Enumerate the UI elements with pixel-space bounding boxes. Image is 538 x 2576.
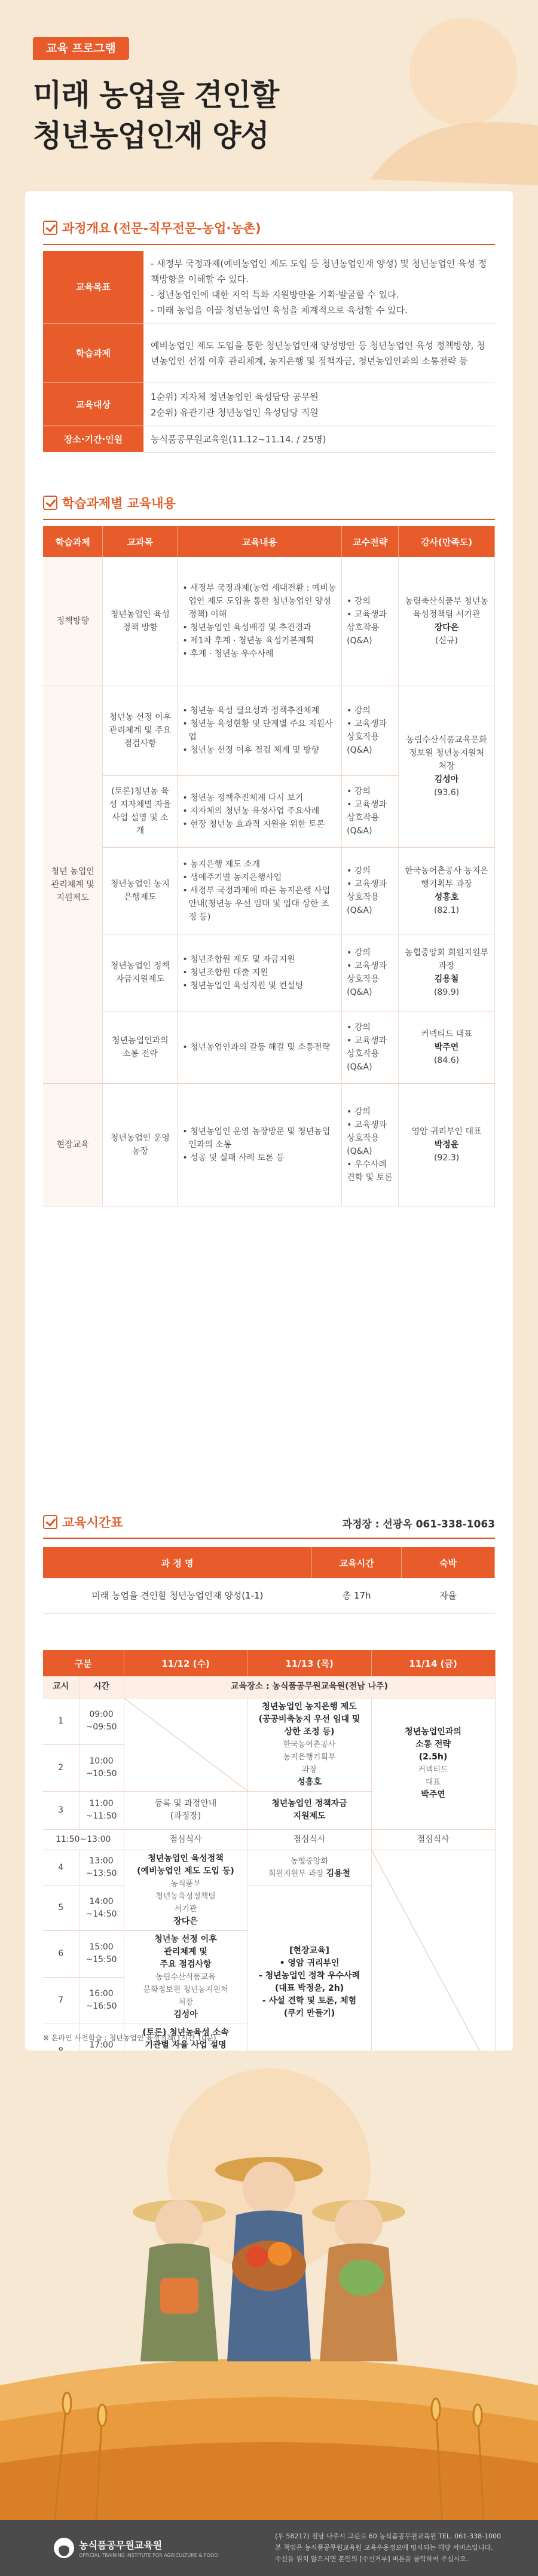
org-name [79, 2538, 218, 2558]
period-time: 15:00 ~15:50 [79, 1930, 124, 1977]
timetable [43, 1650, 496, 2080]
content-card [25, 191, 513, 2051]
list-item: • 청년조합원 제도 및 자금지원 [182, 953, 337, 966]
farmers-illustration [0, 2051, 538, 2529]
instructor-score: (82.1) [433, 905, 460, 915]
method-cell [342, 557, 399, 686]
overview-table [43, 251, 495, 453]
content-cell [178, 1083, 342, 1206]
task-cell: 현장교육 [43, 1083, 103, 1206]
course-name: 미래 농업을 견인할 청년농업인재 양성(1-1) [43, 1578, 312, 1613]
course-hours: 총 17h [312, 1578, 402, 1613]
slot-org: 커넥티드 대표 [418, 1765, 448, 1787]
day-header: 11/12 (수) [124, 1650, 247, 1676]
instructor-name: 박정윤 [434, 1139, 459, 1150]
table-row [43, 426, 495, 453]
schedule-title: 교육시간표 [62, 1515, 123, 1530]
overview-divider [43, 244, 495, 245]
table-row [43, 1676, 495, 1698]
content-cell [178, 934, 342, 1012]
content-cell [178, 1012, 342, 1083]
footnote: ※ 온라인 사전학습 : 청년농업인 육성정책(1시간 10분) [43, 2034, 216, 2042]
slot-instructor: 성홍호 [297, 1777, 322, 1787]
table-row [43, 1083, 495, 1206]
column-header: 과 정 명 [43, 1547, 312, 1578]
instructor-score: (92.3) [433, 1153, 460, 1163]
slot-title: 청년농업인 육성정책 (예비농업인 제도 도입 등) [137, 1853, 234, 1876]
page-title [33, 75, 368, 156]
subject-cell: 청년농 선정 이후 관리체계 및 주요 점검사항 [103, 686, 178, 775]
instructor-cell [399, 1012, 495, 1083]
period-no: 6 [43, 1930, 79, 1977]
footer [0, 2520, 538, 2576]
list-item: • 교육생과 상호작용(Q&A) [347, 608, 393, 647]
table-row [43, 251, 495, 323]
slot-org: 농협중앙회 회원지원부 과장 [268, 1857, 328, 1878]
check-icon [43, 1515, 57, 1529]
instructor-cell [399, 686, 495, 847]
list-item: • 교육생과 상호작용(Q&A) [347, 878, 393, 917]
column-header: 교육시간 [312, 1547, 402, 1578]
list-item: • 지자체의 청년농 육성사업 주요사례 [182, 805, 337, 818]
table-row [43, 1850, 495, 1886]
method-cell [342, 1012, 399, 1083]
list-item: • 청년농업인 육성지원 및 컨설팅 [182, 979, 337, 992]
slot-instructor: 김성아 [173, 2009, 198, 2019]
instructor-cell [399, 934, 495, 1012]
period-no: 4 [43, 1850, 79, 1886]
overview-title: 과정개요 [62, 221, 111, 236]
slot-org: 농림수산식품교육 문화정보원 청년농지원처 처장 [143, 1972, 228, 2007]
address-line: (우 58217) 전남 나주시 그린로 60 농식품공무원교육원 TEL. 061-338-1000 [275, 2532, 502, 2540]
row-value [143, 251, 495, 323]
schedule-slot [124, 1850, 247, 1930]
lunch-time: 11:50~13:00 [43, 1829, 124, 1850]
table-header-row [43, 526, 495, 557]
content-cell [178, 775, 342, 847]
period-time: 14:00 ~14:50 [79, 1886, 124, 1930]
subject-cell: 청년농업인 농지은행제도 [103, 847, 178, 934]
slot-title: (토론) 청년농육성 소속 기관별 자율 사업 설명 [142, 2027, 229, 2050]
period-no: 7 [43, 1977, 79, 2024]
period-time: 13:00 ~13:50 [79, 1850, 124, 1886]
instructor-cell [399, 557, 495, 686]
period-time: 10:00 ~10:50 [79, 1744, 124, 1791]
table-row [43, 383, 495, 426]
method-cell [342, 934, 399, 1012]
summary-table [43, 1547, 495, 1614]
task-cell: 청년 농업인 관리체계 및 지원제도 [43, 686, 103, 1083]
list-item: • 교육생과 상호작용(Q&A) [347, 1119, 393, 1158]
list-item: • 청년농 정책추진체계 다시 보기 [182, 792, 337, 805]
instructor-org: 커넥티드 대표 [421, 1029, 472, 1039]
table-header-row [43, 1650, 495, 1676]
subject-cell: 청년농업인 육성 정책 방향 [103, 557, 178, 686]
table-row [43, 686, 495, 775]
table-row [43, 847, 495, 934]
list-item: - 청년농업인에 대한 지역 특화 지원방안을 기획·발굴할 수 있다. [151, 287, 488, 302]
day-header: 11/13 (목) [247, 1650, 371, 1676]
list-item: • 현장 청년농 효과적 지원을 위한 토론 [182, 818, 337, 831]
row-key: 교육대상 [43, 383, 143, 426]
overview-heading [43, 218, 261, 237]
table-row [43, 1829, 495, 1850]
empty-slot [371, 1850, 495, 2079]
table-row [43, 934, 495, 1012]
period-time: 17:00 [79, 2024, 124, 2079]
method-cell [342, 686, 399, 775]
list-item: • 강의 [347, 946, 393, 959]
list-item: • 청년조합원 대출 지원 [182, 966, 337, 979]
instructor-score: (신규) [435, 636, 458, 646]
schedule-slot [371, 1698, 495, 1829]
list-item: • 새정부 국정과제에 따른 농지은행 사업안내(청년농 우선 임대 및 임대 상한 조정 등) [182, 884, 337, 924]
task-cell: 정책방향 [43, 557, 103, 686]
slot-title: 청년농업인 농지은행 제도 (공공비축농지 우선 임대 및 상한 조정 등) [258, 1701, 360, 1737]
list-item: • 강의 [347, 595, 393, 608]
course-lodging: 자율 [402, 1578, 495, 1613]
table-row [43, 1698, 495, 1744]
row-value: 농식품공무원교육원(11.12~11.14. / 25명) [143, 426, 495, 453]
footer-note: 수신을 원치 않으시면 본인의 [수신거부] 버튼을 클릭하여 주십시오. [275, 2555, 469, 2563]
org-name-en: OFFICIAL TRAINING INSTITUTE FOR AGRICULTURE & FOOD [79, 2553, 218, 2558]
method-cell [342, 847, 399, 934]
list-item: • 강의 [347, 785, 393, 798]
schedule-slot [124, 1930, 247, 2024]
subject-cell: 청년농업인 운영농장 [103, 1083, 178, 1206]
column-header: 교육내용 [178, 526, 342, 557]
schedule-slot [247, 1698, 371, 1791]
period-header: 교시 [43, 1676, 79, 1698]
slot-instructor: 장다은 [173, 1916, 198, 1926]
list-item: • 생애주기별 농지은행사업 [182, 871, 337, 884]
list-item: • 청년농 육성 필요성과 정책추진체계 [182, 704, 337, 717]
slot-title: 청년농 선정 이후 관리체계 및 주요 점검사항 [154, 1934, 217, 1969]
row-value: 예비농업인 제도 도입을 통한 청년농업인재 양성방안 등 청년농업인 육성 정책방향, 청년농업인 선정 이후 관리체계, 농지은행 및 정책자금, 청년농업인과의 소통전략 등 [143, 323, 495, 383]
instructor-score: (89.9) [433, 988, 460, 997]
table-row [43, 1012, 495, 1083]
list-item: • 강의 [347, 1105, 393, 1119]
subject-cell: 청년농업인과의 소통 전략 [103, 1012, 178, 1083]
list-item: • 청년농 선정 이후 점검 체계 및 방향 [182, 744, 337, 757]
slot-org: 한국농어촌공사 농지은행기획부 과장 [283, 1740, 336, 1774]
instructor-org: 농림수산식품교육문화정보원 청년농지원처 처장 [406, 735, 487, 771]
period-time: 09:00 ~09:50 [79, 1698, 124, 1744]
list-item: • 새정부 국정과제(농업 세대전환 : 예비농업인 제도 도입을 통한 청년농업인 양성 정책) 이해 [182, 582, 337, 621]
lunch-slot: 점심식사 [247, 1829, 371, 1850]
list-item: • 교육생과 상호작용(Q&A) [347, 717, 393, 757]
check-icon [43, 221, 57, 235]
empty-slot [124, 1698, 247, 1791]
row-key: 학습과제 [43, 323, 143, 383]
curriculum-heading [43, 493, 176, 512]
instructor-org: 농림축산식품부 청년농육성정책팀 서기관 [405, 597, 488, 620]
period-no: 3 [43, 1791, 79, 1829]
instructor-org: 농협중앙회 회원지원부 과장 [405, 948, 488, 971]
content-cell [178, 557, 342, 686]
schedule-slot: 등록 및 과정안내 (과정장) [124, 1791, 247, 1829]
table-header-row [43, 1547, 495, 1578]
period-time: 16:00 ~16:50 [79, 1977, 124, 2024]
curriculum-divider [43, 519, 495, 520]
day-header: 11/14 (금) [371, 1650, 495, 1676]
content-cell [178, 686, 342, 775]
instructor-cell [399, 1083, 495, 1206]
table-row [43, 1578, 495, 1613]
instructor-name: 김성아 [434, 775, 459, 784]
instructor-org: 영암 귀리부인 대표 [411, 1126, 482, 1136]
slot-org: 농식품부 청년농육성정책팀 서기관 [155, 1879, 216, 1914]
row-key: 교육목표 [43, 251, 143, 323]
schedule-slot [247, 1850, 371, 1886]
list-item: • 청년농업인 운영 농장방문 및 청년농업인과의 소통 [182, 1125, 337, 1151]
list-item: • 청년농업인 육성배경 및 추진경과 [182, 621, 337, 634]
list-item: • 우수사례 견학 및 토론 [347, 1158, 393, 1184]
list-item: - 새정부 국정과제(예비농업인 제도 도입 등 청년농업인재 양성) 및 청년농업인 육성 정책방향을 이해할 수 있다. [151, 256, 488, 287]
list-item: • 강의 [347, 864, 393, 878]
period-no: 5 [43, 1886, 79, 1930]
instructor-cell [399, 847, 495, 934]
instructor-org: 한국농어촌공사 농지은행기획부 과장 [405, 866, 488, 889]
table-row [43, 557, 495, 686]
content-cell [178, 847, 342, 934]
curriculum-table [43, 526, 495, 1206]
column-header: 숙박 [402, 1547, 495, 1578]
schedule-divider [43, 1538, 495, 1539]
program-badge: 교육 프로그램 [33, 37, 129, 60]
list-item: • 후계 · 청년농 우수사례 [182, 647, 337, 661]
instructor-name: 김용철 [434, 974, 459, 984]
contact-info: 과정장 : 선광옥 061-338-1063 [342, 1518, 495, 1530]
title-line-1: 미래 농업을 견인할 [33, 78, 279, 112]
footer-address [275, 2531, 526, 2565]
instructor-name: 박주연 [434, 1043, 459, 1052]
list-item: • 교육생과 상호작용(Q&A) [347, 1034, 393, 1074]
list-item: • 농지은행 제도 소개 [182, 858, 337, 871]
list-item: • 교육생과 상호작용(Q&A) [347, 959, 393, 999]
instructor-name: 성홍호 [434, 892, 459, 902]
method-cell [342, 1083, 399, 1206]
schedule-heading [43, 1512, 123, 1532]
list-item: • 성공 및 실패 사례 토론 등 [182, 1151, 337, 1165]
row-value: 1순위) 지자체 청년농업인 육성담당 공무원 2순위) 유관기관 청년농업인 육성담당 직원 [143, 383, 495, 426]
footer-note: 본 책임은 농식품공무원교육원 교육우용정보에 명시되는 해당 서비스입니다. [275, 2544, 493, 2551]
curriculum-title: 학습과제별 교육내용 [62, 496, 176, 511]
instructor-score: (84.6) [433, 1056, 460, 1065]
row-key: 장소·기간·인원 [43, 426, 143, 453]
footer-logo [54, 2538, 218, 2558]
list-item: • 강의 [347, 704, 393, 717]
column-header: 강사(만족도) [399, 526, 495, 557]
list-item: • 청년농 육성현황 및 단계별 주요 지원사업 [182, 717, 337, 744]
method-cell [342, 775, 399, 847]
list-item: • 제1차 후계 · 청년농 육성기본계획 [182, 634, 337, 647]
check-icon [43, 496, 57, 510]
schedule-slot: [현장교육] • 영암 귀리부인 - 청년농업인 정착 우수사례 (대표 박정윤, 2h) - 사설 견학 및 토론, 체험 (쿠키 만들기) [247, 1886, 371, 2079]
subject-cell: 청년농업인 정책 자금지원제도 [103, 934, 178, 1012]
table-row [43, 323, 495, 383]
column-header: 구분 [43, 1650, 124, 1676]
period-no: 1 [43, 1698, 79, 1744]
lunch-slot: 점심식사 [124, 1829, 247, 1850]
period-time: 11:00 ~11:50 [79, 1791, 124, 1829]
column-header: 교수전략 [342, 526, 399, 557]
org-name-ko: 농식품공무원교육원 [79, 2540, 163, 2551]
instructor-name: 장다은 [434, 623, 459, 633]
column-header: 교과목 [103, 526, 178, 557]
overview-title-sub: (전문-직무전문-농업·농촌) [113, 221, 261, 236]
slot-title: 청년농업인과의 소통 전략 (2.5h) [405, 1727, 461, 1762]
list-item: • 교육생과 상호작용(Q&A) [347, 798, 393, 838]
title-line-2: 청년농업인재 양성 [33, 118, 269, 153]
list-item: • 강의 [347, 1021, 393, 1034]
venue-label: 교육장소 : 농식품공무원교육원(전남 나주) [124, 1676, 495, 1698]
schedule-slot: 청년농업인 정책자금 지원제도 [247, 1791, 371, 1829]
list-item: - 미래 농업을 이끌 청년농업인 육성을 체계적으로 육성할 수 있다. [151, 302, 488, 318]
hero-header [0, 0, 538, 185]
column-header: 학습과제 [43, 526, 103, 557]
slot-instructor: 김용철 [326, 1869, 351, 1878]
slot-instructor: 박주연 [421, 1790, 445, 1799]
lunch-slot: 점심식사 [371, 1829, 495, 1850]
subject-cell: (토론)청년농 육성 지자체별 자율사업 설명 및 소개 [103, 775, 178, 847]
time-header: 시간 [79, 1676, 124, 1698]
list-item: • 청년농업인과의 갈등 해결 및 소통전략 [182, 1041, 337, 1054]
instructor-score: (93.6) [433, 788, 460, 797]
period-no: 2 [43, 1744, 79, 1791]
logo-icon [54, 2538, 74, 2558]
